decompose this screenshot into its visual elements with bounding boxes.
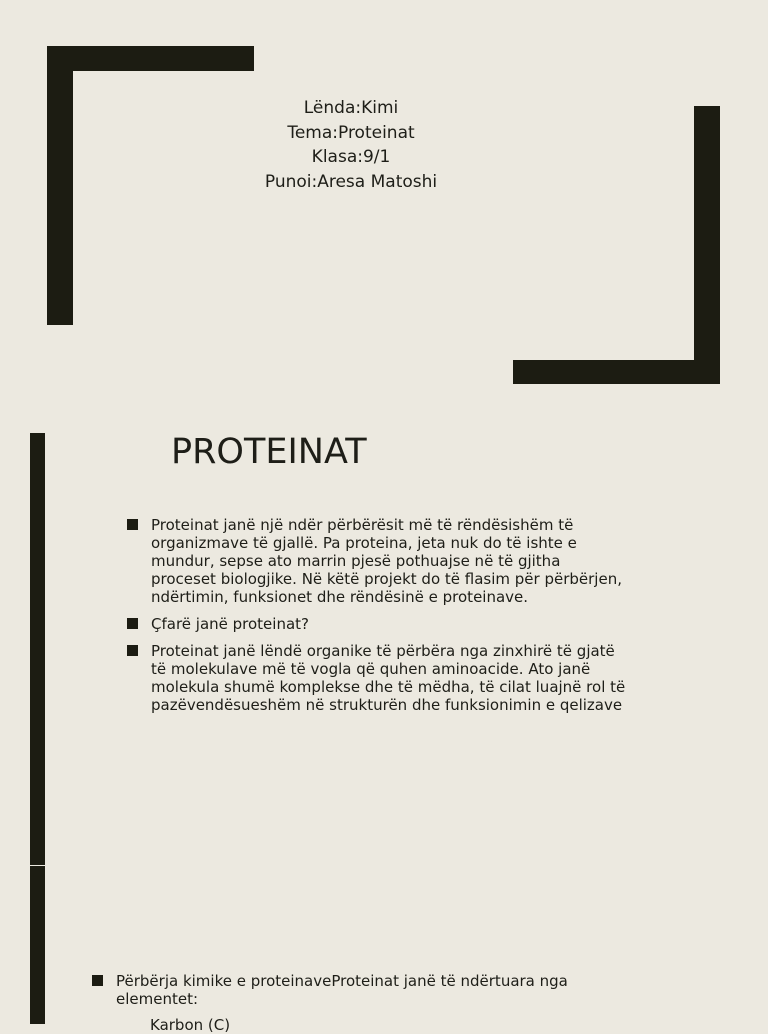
title-slide-info: [200, 96, 502, 195]
square-bullet-icon: [127, 618, 138, 629]
corner-bracket-bottom-right-vertical: [694, 106, 720, 384]
bullet-text: Çfarë janë proteinat?: [151, 615, 309, 633]
class-line: Klasa:9/1: [311, 147, 391, 168]
bullet-text: Përbërja kimike e proteinaveProteinat janë të ndërtuara nga elementet:: [116, 972, 568, 1008]
corner-bracket-top-left-horizontal: [47, 46, 254, 71]
corner-bracket-bottom-right-horizontal: [513, 360, 720, 384]
slide-title: PROTEINAT: [171, 432, 367, 472]
list-item: [127, 516, 627, 606]
square-bullet-icon: [127, 519, 138, 530]
slide-left-accent-bar: [30, 433, 45, 1024]
square-bullet-icon: [127, 645, 138, 656]
list-item: [92, 972, 652, 1008]
author-line: Punoi:Aresa Matoshi: [264, 172, 438, 193]
content-bullet-list: [127, 516, 627, 723]
sub-list-item: Karbon (C): [150, 1016, 231, 1034]
bullet-text: Proteinat janë një ndër përbërësit më të rëndësishëm të organizmave të gjallë. Pa proteina, jeta nuk do të ishte e mundur, sepse ato marrin pjesë pothuajse në të gjitha proceset biologjike. Në këtë projekt do të flasim për përbërjen, ndërtimin, funksionet dhe rëndësinë e proteinave.: [151, 516, 622, 606]
subject-line: Lënda:Kimi: [303, 98, 399, 118]
bullet-text: Proteinat janë lëndë organike të përbëra nga zinxhirë të gjatë të molekulave më të vogla që quhen aminoacide. Ato janë molekula shumë komplekse dhe të mëdha, të cilat luajnë rol të pazëvendësueshëm në strukturën dhe funksionimin e qelizave: [151, 642, 626, 714]
list-item: [127, 615, 627, 633]
corner-bracket-top-left-vertical: [47, 46, 73, 325]
topic-line: Tema:Proteinat: [287, 122, 415, 143]
square-bullet-icon: [92, 975, 103, 986]
slide-separator: [30, 865, 46, 866]
composition-bullet-list: [92, 972, 652, 1008]
list-item: [127, 642, 627, 714]
